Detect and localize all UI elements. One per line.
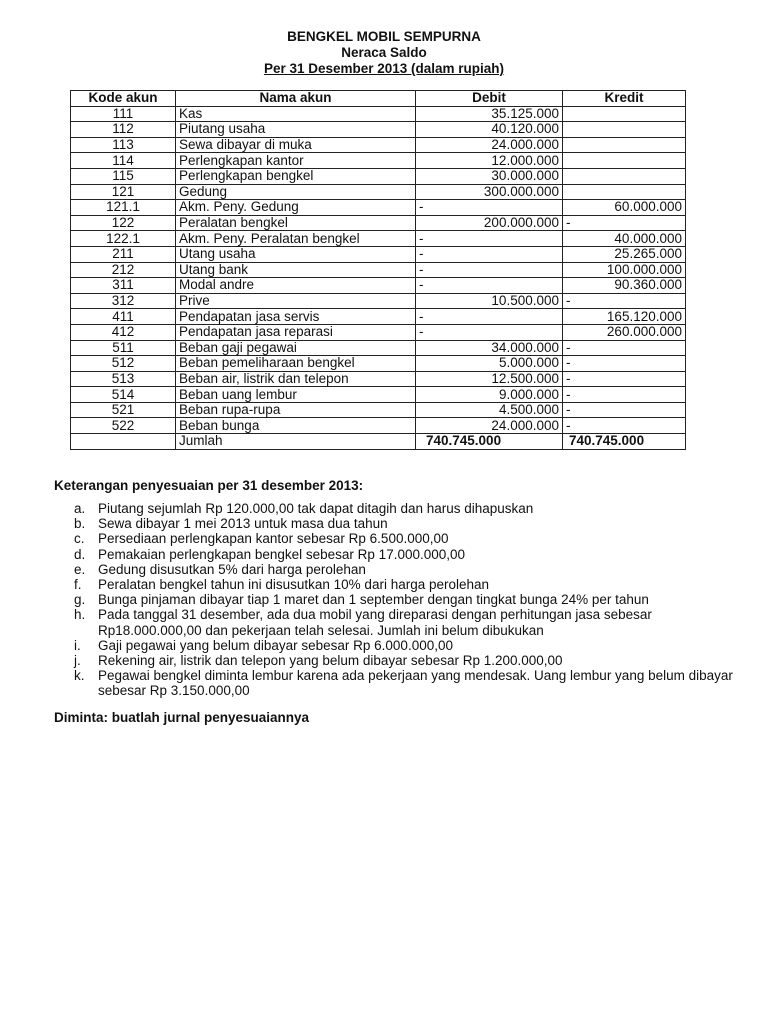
list-item [54,592,734,607]
list-marker: e. [74,561,86,577]
kredit-value [563,168,686,184]
account-name: Kas [176,106,416,122]
list-marker: f. [74,577,82,593]
table-row [71,402,686,418]
kredit-value [563,184,686,200]
column-header-code: Kode akun [71,91,176,107]
list-marker: c. [74,531,85,547]
table-row [71,278,686,294]
debit-value: 5.000.000 [416,356,563,372]
account-name: Beban uang lembur [176,387,416,403]
list-marker: h. [74,607,86,623]
kredit-value: 90.360.000 [563,278,686,294]
table-row [71,262,686,278]
account-name: Pendapatan jasa reparasi [176,324,416,340]
account-code: 513 [71,371,176,387]
list-item [54,562,734,577]
total-debit: 740.745.000 [416,434,563,450]
table-header-row [71,91,686,107]
list-marker: d. [74,546,86,562]
account-code: 112 [71,122,176,138]
table-row [71,215,686,231]
list-item [54,607,734,637]
document-header [0,29,768,77]
account-code: 114 [71,153,176,169]
total-label: Jumlah [176,434,416,450]
list-marker: k. [74,668,85,684]
account-name: Perlengkapan kantor [176,153,416,169]
debit-value: 35.125.000 [416,106,563,122]
report-title: Neraca Saldo [341,45,427,60]
account-name: Beban rupa-rupa [176,402,416,418]
account-name: Akm. Peny. Peralatan bengkel [176,231,416,247]
list-marker: a. [74,501,86,516]
account-code: 511 [71,340,176,356]
adjustment-notes [54,478,734,699]
list-marker: g. [74,592,86,608]
list-marker: i. [74,637,81,653]
list-text: Piutang sejumlah Rp 120.000,00 tak dapat ditagih dan harus dihapuskan [98,501,534,516]
list-marker: j. [74,653,81,669]
total-kredit: 740.745.000 [563,434,686,450]
account-name: Beban gaji pegawai [176,340,416,356]
table-row [71,418,686,434]
debit-value: - [416,231,563,247]
notes-list [54,501,734,699]
debit-value: 30.000.000 [416,168,563,184]
list-text: Rekening air, listrik dan telepon yang belum dibayar sebesar Rp 1.200.000,00 [98,653,563,669]
account-name: Pendapatan jasa servis [176,309,416,325]
account-name: Piutang usaha [176,122,416,138]
debit-value: 12.000.000 [416,153,563,169]
kredit-value: 100.000.000 [563,262,686,278]
debit-value: 10.500.000 [416,293,563,309]
debit-value: - [416,200,563,216]
account-code: 522 [71,418,176,434]
account-code: 212 [71,262,176,278]
table-row [71,309,686,325]
account-code: 412 [71,324,176,340]
account-code: 411 [71,309,176,325]
kredit-value: - [563,356,686,372]
list-text: Gedung disusutkan 5% dari harga perolehan [98,561,366,577]
table-row [71,106,686,122]
debit-value: 40.120.000 [416,122,563,138]
table-row [71,340,686,356]
table-row [71,122,686,138]
account-name: Sewa dibayar di muka [176,137,416,153]
account-name: Peralatan bengkel [176,215,416,231]
kredit-value [563,137,686,153]
account-name: Utang usaha [176,246,416,262]
list-marker: b. [74,516,86,532]
kredit-value: - [563,215,686,231]
account-code: 211 [71,246,176,262]
account-code: 113 [71,137,176,153]
list-text: Pemakaian perlengkapan bengkel sebesar Rp 17.000.000,00 [98,546,466,562]
list-item [54,668,734,698]
debit-value: - [416,278,563,294]
debit-value: - [416,246,563,262]
kredit-value: - [563,371,686,387]
kredit-value: - [563,402,686,418]
table-row [71,387,686,403]
list-text: Pegawai bengkel diminta lembur karena ada pekerjaan yang mendesak. Uang lembur yang belum dibayar sebesar Rp 3.150.000,00 [98,668,733,699]
list-text: Peralatan bengkel tahun ini disusutkan 10% dari harga perolehan [98,577,490,593]
kredit-value: - [563,387,686,403]
list-text: Bunga pinjaman dibayar tiap 1 maret dan 1 september dengan tingkat bunga 24% per tahun [98,592,649,608]
account-code: 512 [71,356,176,372]
account-code: 312 [71,293,176,309]
account-name: Akm. Peny. Gedung [176,200,416,216]
list-text: Persediaan perlengkapan kantor sebesar Rp 6.500.000,00 [98,531,449,547]
table-row [71,184,686,200]
list-text: Pada tanggal 31 desember, ada dua mobil yang direparasi dengan perhitungan jasa sebesar Rp18.000.000,00 dan pekerjaan telah selesai. Jumlah ini belum dibukukan [98,607,652,638]
kredit-value: - [563,418,686,434]
task-request: Diminta: buatlah jurnal penyesuaiannya [54,710,310,725]
table-row [71,356,686,372]
list-item [54,638,734,653]
table-row [71,153,686,169]
account-name: Beban pemeliharaan bengkel [176,356,416,372]
account-name: Perlengkapan bengkel [176,168,416,184]
total-row [71,434,686,450]
report-period: Per 31 Desember 2013 (dalam rupiah) [263,61,505,76]
list-item [54,547,734,562]
account-name: Gedung [176,184,416,200]
table-row [71,246,686,262]
kredit-value: 60.000.000 [563,200,686,216]
account-code: 111 [71,106,176,122]
debit-value: 34.000.000 [416,340,563,356]
debit-value: - [416,324,563,340]
table-row [71,231,686,247]
account-name: Utang bank [176,262,416,278]
list-item [54,577,734,592]
account-name: Modal andre [176,278,416,294]
column-header-name: Nama akun [176,91,416,107]
account-code: 121 [71,184,176,200]
account-code: 115 [71,168,176,184]
table-row [71,168,686,184]
column-header-debit: Debit [416,91,563,107]
kredit-value [563,153,686,169]
kredit-value: 25.265.000 [563,246,686,262]
company-name: BENGKEL MOBIL SEMPURNA [287,29,481,44]
table-body [71,106,686,449]
debit-value: 200.000.000 [416,215,563,231]
debit-value: 300.000.000 [416,184,563,200]
list-text: Gaji pegawai yang belum dibayar sebesar Rp 6.000.000,00 [98,637,453,653]
account-code: 122 [71,215,176,231]
list-item [54,531,734,546]
list-item [54,653,734,668]
account-name: Beban air, listrik dan telepon [176,371,416,387]
account-name: Beban bunga [176,418,416,434]
debit-value: - [416,309,563,325]
list-text: Sewa dibayar 1 mei 2013 untuk masa dua tahun [98,516,388,532]
account-code: 121.1 [71,200,176,216]
trial-balance-table [70,90,686,450]
account-code: 311 [71,278,176,294]
kredit-value [563,106,686,122]
table-row [71,293,686,309]
table-row [71,324,686,340]
debit-value: 12.500.000 [416,371,563,387]
notes-title: Keterangan penyesuaian per 31 desember 2013: [54,478,364,493]
debit-value: 4.500.000 [416,402,563,418]
table-row [71,200,686,216]
debit-value: - [416,262,563,278]
kredit-value: 260.000.000 [563,324,686,340]
kredit-value: - [563,293,686,309]
debit-value: 24.000.000 [416,418,563,434]
kredit-value: 165.120.000 [563,309,686,325]
table-row [71,371,686,387]
kredit-value [563,122,686,138]
account-name: Prive [176,293,416,309]
total-code [71,434,176,450]
column-header-kredit: Kredit [563,91,686,107]
account-code: 122.1 [71,231,176,247]
account-code: 514 [71,387,176,403]
debit-value: 9.000.000 [416,387,563,403]
table-row [71,137,686,153]
list-item [54,516,734,531]
kredit-value: - [563,340,686,356]
debit-value: 24.000.000 [416,137,563,153]
list-item [54,501,734,516]
account-code: 521 [71,402,176,418]
kredit-value: 40.000.000 [563,231,686,247]
